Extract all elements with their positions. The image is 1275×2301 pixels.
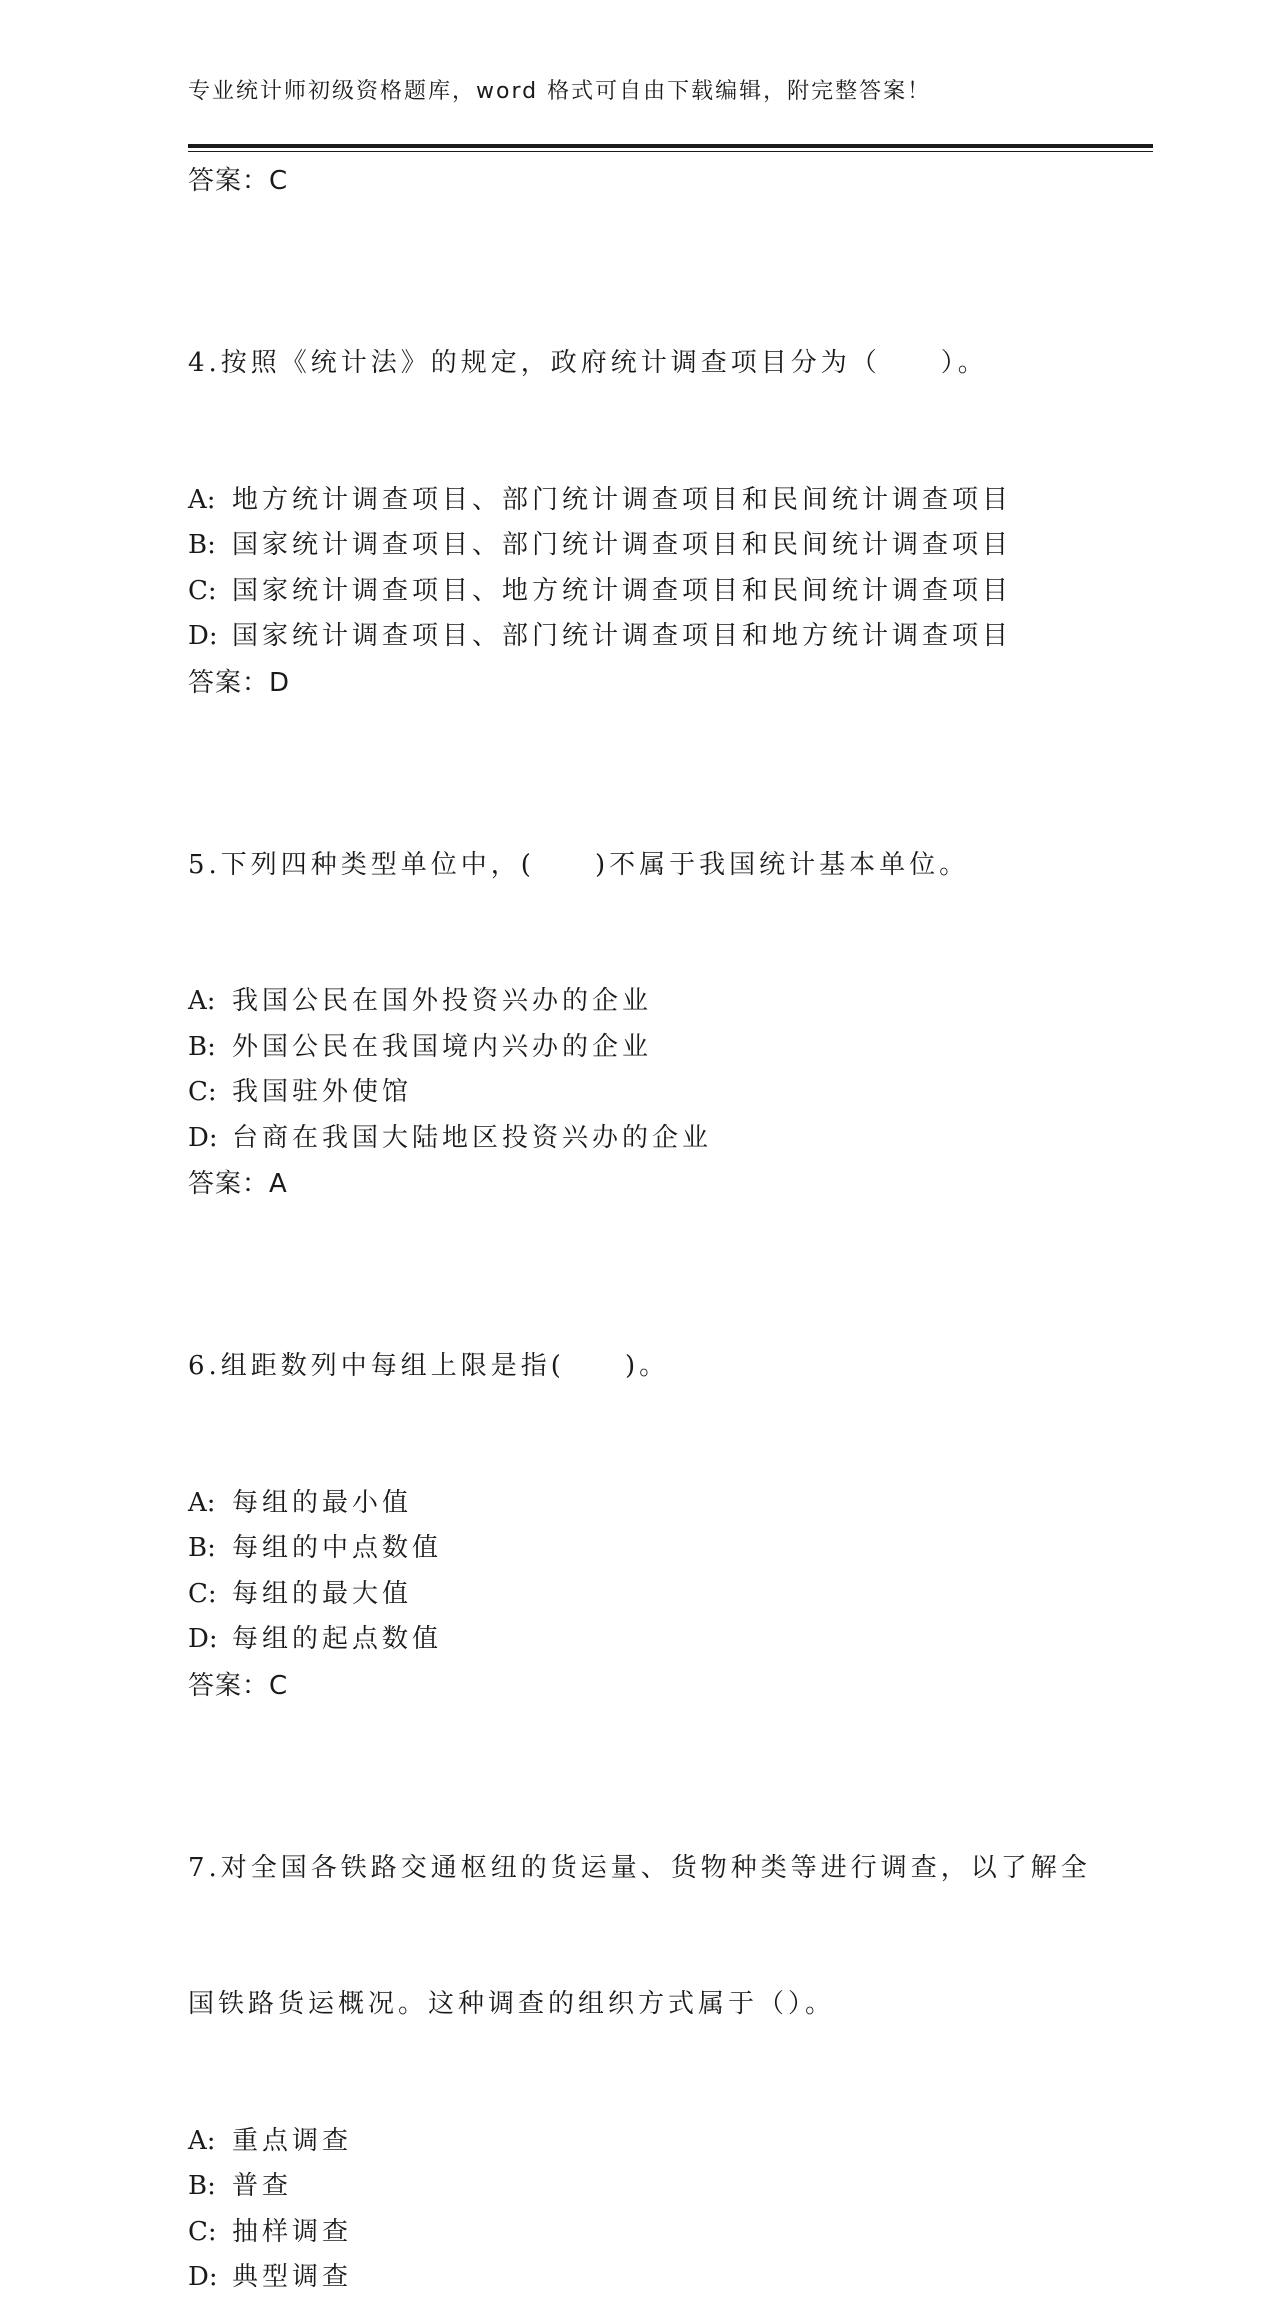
answer-label: 答案：A <box>188 1169 288 1199</box>
option-text: 国家统计调查项目、部门统计调查项目和地方统计调查项目 <box>232 621 1013 651</box>
option-text: 每组的最小值 <box>232 1487 413 1518</box>
option-label: B: <box>188 1031 216 1062</box>
option-label: B: <box>188 2171 216 2201</box>
header-divider-thin <box>188 151 1153 152</box>
option-label: C: <box>188 575 217 606</box>
option-label: D: <box>188 621 218 651</box>
option-c <box>188 1572 1148 1618</box>
option-text: 抽样调查 <box>232 2216 353 2247</box>
option-text: 重点调查 <box>232 2125 353 2156</box>
option-d <box>188 1617 1148 1663</box>
option-text: 我国驻外使馆 <box>232 1077 413 1107</box>
question-stem-line: 国铁路货运概况。这种调查的组织方式属于（）。 <box>188 1989 836 2019</box>
option-a <box>188 2119 1148 2165</box>
page-header: 专业统计师初级资格题库，word 格式可自由下载编辑，附完整答案！ <box>188 79 932 104</box>
option-c <box>188 1070 1148 1116</box>
option-b <box>188 1025 1148 1071</box>
option-label: C: <box>188 1077 217 1107</box>
question-stem-line: 4.按照《统计法》的规定，政府统计调查项目分为（ ）。 <box>188 348 988 378</box>
header-divider-thick <box>188 144 1153 148</box>
option-a <box>188 478 1148 524</box>
option-d <box>188 614 1148 660</box>
question-stem-line: 7.对全国各铁路交通枢纽的货运量、货物种类等进行调查，以了解全 <box>188 1852 1091 1883</box>
option-text: 典型调查 <box>232 2262 353 2292</box>
option-label: D: <box>188 1122 218 1153</box>
question-stem <box>188 1755 1148 2119</box>
option-d <box>188 2255 1148 2301</box>
option-text: 国家统计调查项目、部门统计调查项目和民间统计调查项目 <box>232 530 1013 560</box>
option-b <box>188 1526 1148 1572</box>
option-text: 国家统计调查项目、地方统计调查项目和民间统计调查项目 <box>232 575 1013 606</box>
question-4 <box>188 250 1148 706</box>
question-stem <box>188 1253 1148 1481</box>
question-5 <box>188 752 1148 1208</box>
option-b <box>188 2164 1148 2210</box>
option-text: 地方统计调查项目、部门统计调查项目和民间统计调查项目 <box>232 484 1013 515</box>
option-d <box>188 1116 1148 1162</box>
option-label: D: <box>188 2262 218 2292</box>
option-text: 每组的最大值 <box>232 1578 413 1609</box>
option-label: D: <box>188 1624 218 1654</box>
option-text: 每组的起点数值 <box>232 1624 443 1654</box>
option-label: B: <box>188 1533 216 1563</box>
option-label: C: <box>188 1578 217 1609</box>
option-text: 普查 <box>232 2171 293 2201</box>
option-text: 外国公民在我国境内兴办的企业 <box>232 1031 653 1062</box>
option-label: A: <box>188 2125 216 2156</box>
option-text: 每组的中点数值 <box>232 1533 443 1563</box>
option-label: B: <box>188 530 216 560</box>
question-stem <box>188 752 1148 980</box>
option-b <box>188 523 1148 569</box>
option-a <box>188 979 1148 1025</box>
option-label: A: <box>188 1487 216 1518</box>
question-7 <box>188 1755 1148 2301</box>
option-c <box>188 569 1148 615</box>
question-stem-line: 5.下列四种类型单位中，( )不属于我国统计基本单位。 <box>188 849 970 880</box>
question-stem <box>188 250 1148 478</box>
question-list <box>188 158 1148 2301</box>
option-a <box>188 1481 1148 1527</box>
answer-label: 答案：D <box>188 667 291 698</box>
option-c <box>188 2210 1148 2256</box>
question-6 <box>188 1253 1148 1709</box>
answer-label: 答案：C <box>188 1670 289 1701</box>
option-label: C: <box>188 2216 217 2247</box>
option-label: A: <box>188 484 216 515</box>
question-stem-line: 6.组距数列中每组上限是指( )。 <box>188 1351 670 1381</box>
option-text: 我国公民在国外投资兴办的企业 <box>232 986 653 1016</box>
answer-label: 答案：C <box>188 166 289 196</box>
option-label: A: <box>188 986 216 1016</box>
option-text: 台商在我国大陆地区投资兴办的企业 <box>232 1122 713 1153</box>
